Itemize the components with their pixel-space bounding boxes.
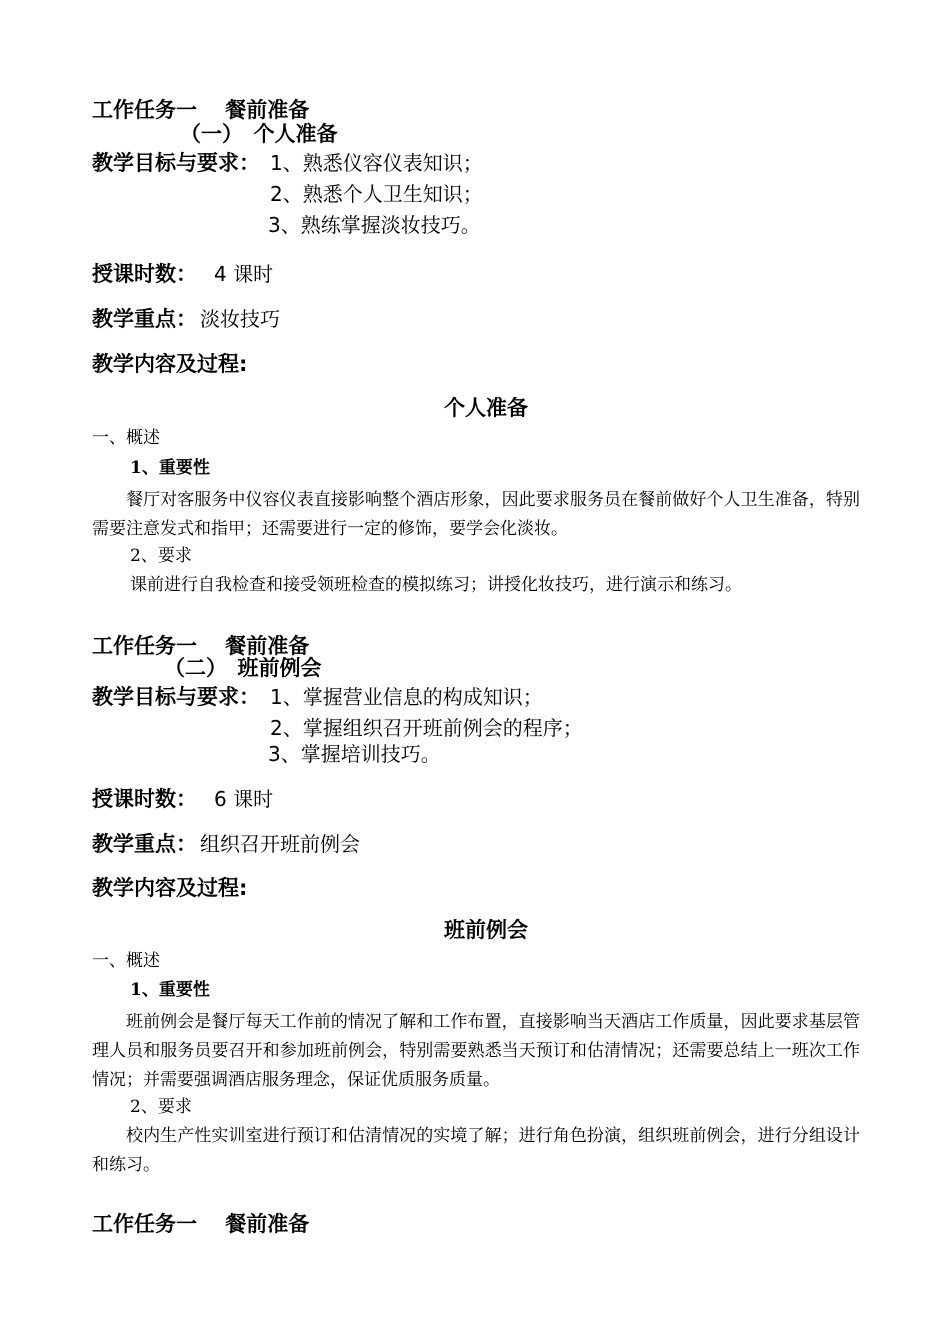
hours-value: 4 课时 <box>214 262 274 286</box>
task-title: 工作任务一 餐前准备 <box>92 1212 310 1236</box>
subtask-title: （一） 个人准备 <box>180 122 338 146</box>
importance-paragraph: 班前例会是餐厅每天工作前的情况了解和工作布置，直接影响当天酒店工作质量，因此要求基层管理人员和服务员要召开和参加班前例会，特别需要熟悉当天预订和估清情况；还需要总结上一班次工作情况；并需要强调酒店服务理念，保证优质服务质量。 <box>92 1012 860 1090</box>
goal-item: 1、熟悉仪容仪表知识； <box>270 151 483 175</box>
goal-item: 3、掌握培训技巧。 <box>268 742 441 766</box>
focus-value: 淡妆技巧 <box>200 307 280 331</box>
goal-item: 2、熟悉个人卫生知识； <box>270 182 483 206</box>
task-title: 工作任务一 餐前准备 <box>92 634 310 658</box>
goals-label: 教学目标与要求： <box>92 685 260 709</box>
hours-value: 6 课时 <box>214 787 274 811</box>
overview-heading: 一、概述 <box>92 951 160 971</box>
goal-item: 1、掌握营业信息的构成知识； <box>270 685 543 709</box>
content-heading: 班前例会 <box>444 918 528 942</box>
content-heading: 个人准备 <box>444 396 528 420</box>
requirement-heading: 2、要求 <box>130 1097 192 1117</box>
goal-item: 3、熟练掌握淡妆技巧。 <box>268 213 481 237</box>
process-label: 教学内容及过程: <box>92 352 248 376</box>
goals-label: 教学目标与要求： <box>92 151 260 175</box>
requirement-heading: 2、要求 <box>130 546 192 566</box>
importance-heading: 1、重要性 <box>130 458 210 478</box>
overview-heading: 一、概述 <box>92 428 160 448</box>
hours-label: 授课时数： <box>92 787 197 811</box>
focus-label: 教学重点： <box>92 832 197 856</box>
task-title: 工作任务一 餐前准备 <box>92 98 310 122</box>
focus-value: 组织召开班前例会 <box>200 832 360 856</box>
goal-item: 2、掌握组织召开班前例会的程序； <box>270 716 583 740</box>
subtask-title: （二） 班前例会 <box>164 656 322 680</box>
process-label: 教学内容及过程: <box>92 876 248 900</box>
importance-paragraph: 餐厅对客服务中仪容仪表直接影响整个酒店形象，因此要求服务员在餐前做好个人卫生准备，特别需要注意发式和指甲；还需要进行一定的修饰，要学会化淡妆。 <box>92 490 860 539</box>
hours-label: 授课时数： <box>92 262 197 286</box>
requirement-paragraph: 课前进行自我检查和接受领班检查的模拟练习；讲授化妆技巧，进行演示和练习。 <box>130 575 742 595</box>
focus-label: 教学重点： <box>92 307 197 331</box>
requirement-paragraph: 校内生产性实训室进行预订和估清情况的实境了解；进行角色扮演，组织班前例会，进行分组设计和练习。 <box>92 1126 860 1175</box>
importance-heading: 1、重要性 <box>130 980 210 1000</box>
